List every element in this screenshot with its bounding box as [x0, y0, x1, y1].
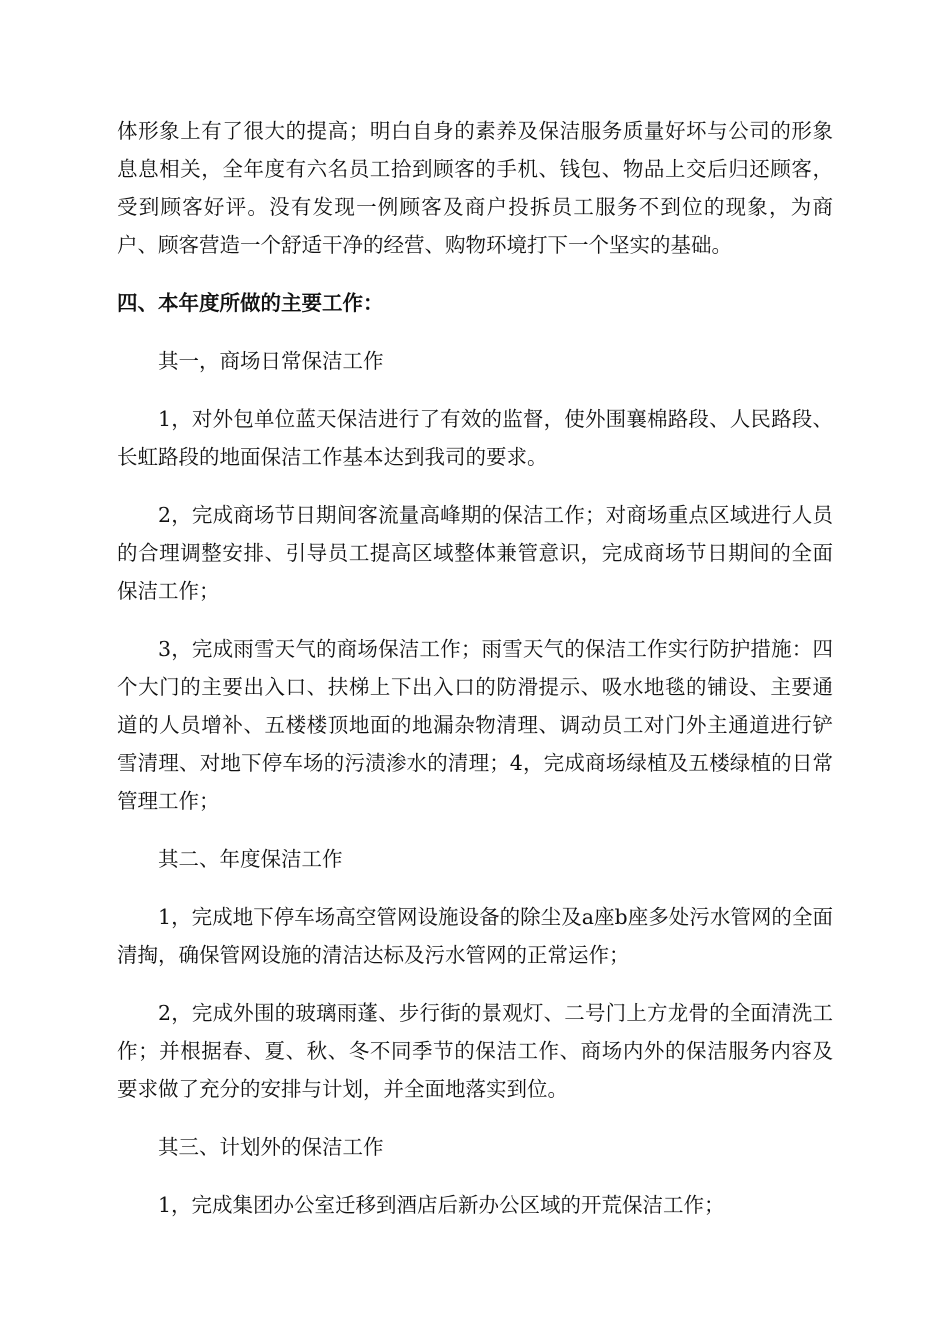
document-page [117, 112, 833, 1244]
section-heading-main-work: 四、本年度所做的主要工作： [117, 291, 384, 315]
daily-cleaning-item-1: 1，对外包单位蓝天保洁进行了有效的监督，使外围襄棉路段、人民路段、长虹路段的地面保洁工作基本达到我司的要求。 [117, 407, 833, 469]
intro-paragraph: 体形象上有了很大的提高；明白自身的素养及保洁服务质量好坏与公司的形象息息相关，全年度有六名员工拾到顾客的手机、钱包、物品上交后归还顾客，受到顾客好评。没有发现一例顾客及商户投拆员工服务不到位的现象，为商户、顾客营造一个舒适干净的经营、购物环境打下一个坚实的基础。 [117, 119, 833, 257]
annual-cleaning-item-1: 1，完成地下停车场高空管网设施设备的除尘及a座b座多处污水管网的全面清掏，确保管网设施的清洁达标及污水管网的正常运作； [117, 905, 833, 967]
unplanned-cleaning-item-1: 1，完成集团办公室迁移到酒店后新办公区域的开荒保洁工作； [158, 1193, 725, 1217]
daily-cleaning-item-2: 2，完成商场节日期间客流量高峰期的保洁工作；对商场重点区域进行人员的合理调整安排、引导员工提高区域整体兼管意识，完成商场节日期间的全面保洁工作； [117, 503, 833, 603]
daily-cleaning-item-3: 3，完成雨雪天气的商场保洁工作；雨雪天气的保洁工作实行防护措施：四个大门的主要出入口、扶梯上下出入口的防滑提示、吸水地毯的铺设、主要通道的人员增补、五楼楼顶地面的地漏杂物清理、调动员工对门外主通道进行铲雪清理、对地下停车场的污渍渗水的清理；4，完成商场绿植及五楼绿植的日常管理工作； [117, 637, 833, 813]
annual-cleaning-item-2: 2，完成外围的玻璃雨蓬、步行街的景观灯、二号门上方龙骨的全面清洗工作；并根据春、夏、秋、冬不同季节的保洁工作、商场内外的保洁服务内容及要求做了充分的安排与计划，并全面地落实到位。 [117, 1001, 833, 1101]
subsection-title-annual-cleaning: 其二、年度保洁工作 [158, 847, 343, 871]
subsection-title-unplanned-cleaning: 其三、计划外的保洁工作 [158, 1135, 384, 1159]
subsection-title-daily-cleaning: 其一，商场日常保洁工作 [158, 349, 384, 373]
